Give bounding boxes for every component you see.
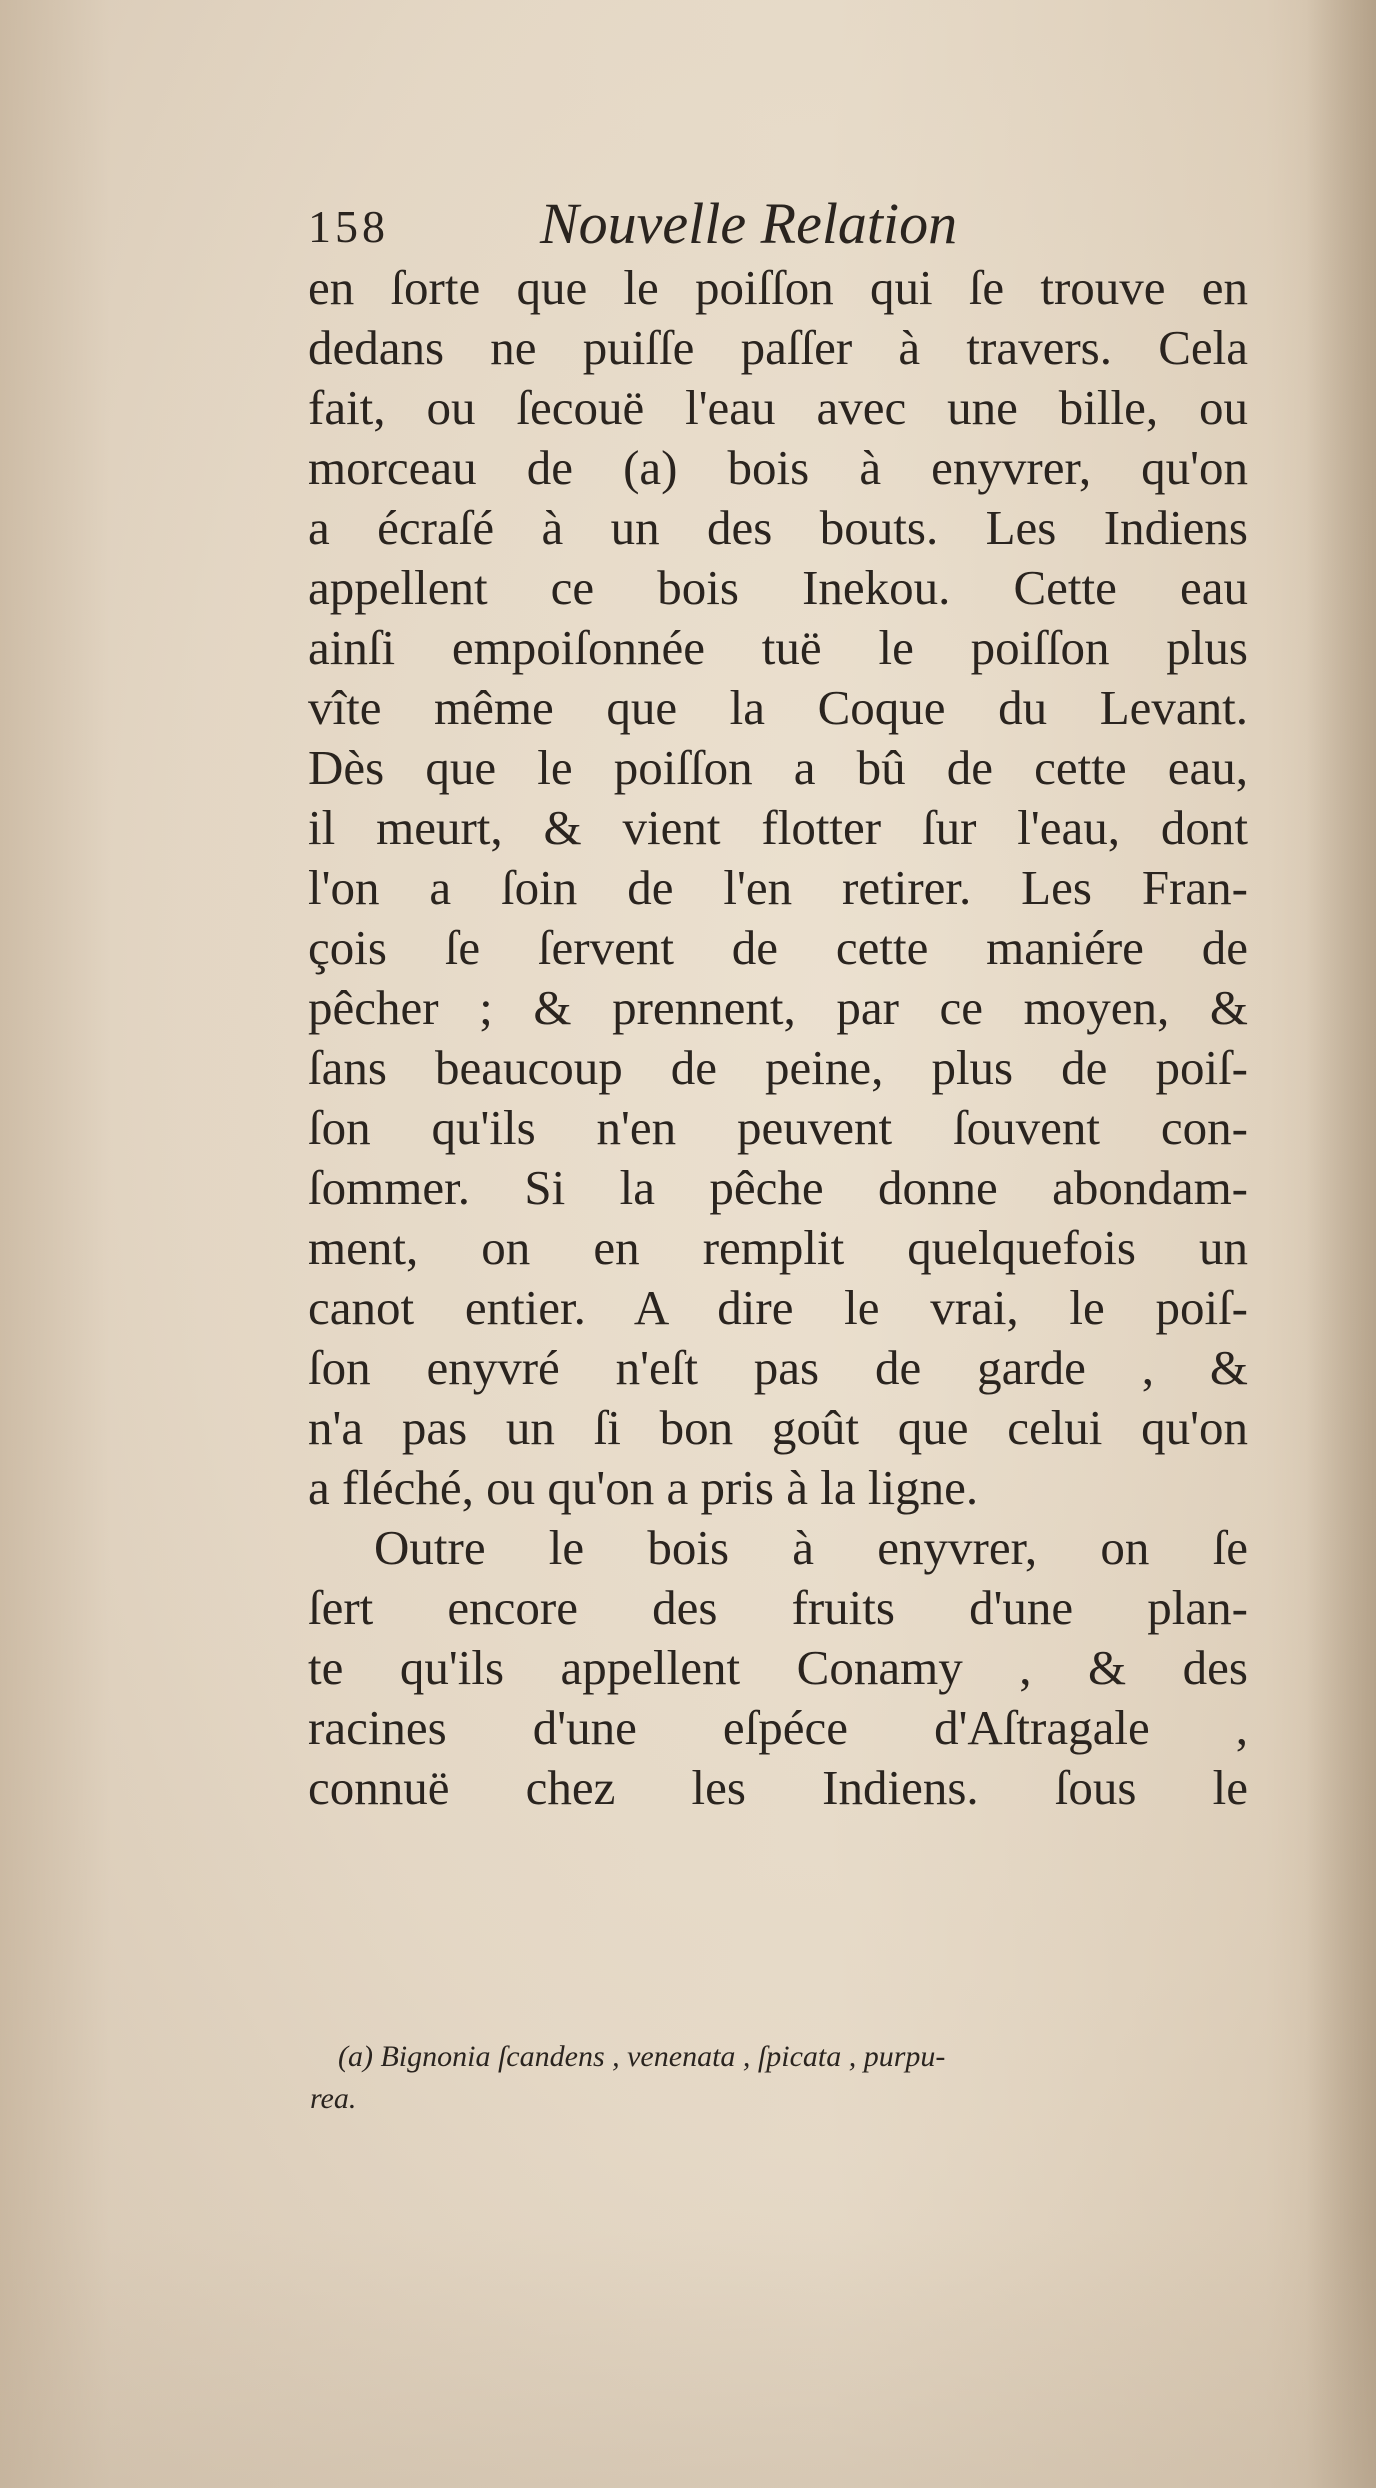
footnote-line: rea. xyxy=(310,2082,357,2115)
text-line: ainſi empoiſonnée tuë le poiſſon plus xyxy=(308,620,1248,675)
footnote xyxy=(310,2036,1238,2120)
text-line: Dès que le poiſſon a bû de cette eau, xyxy=(308,740,1248,795)
body-text xyxy=(308,258,1248,1988)
running-title: Nouvelle Relation xyxy=(540,191,958,256)
text-line: ſommer. Si la pêche donne abondam- xyxy=(308,1160,1248,1215)
text-line: morceau de (a) bois à enyvrer, qu'on xyxy=(308,440,1248,495)
text-line: a fléché, ou qu'on a pris à la ligne. xyxy=(308,1460,979,1515)
footnote-line: (a) Bignonia ſcandens , venenata , ſpicata , purpu- xyxy=(338,2040,946,2073)
text-line: l'on a ſoin de l'en retirer. Les Fran- xyxy=(308,860,1248,915)
text-line: vîte même que la Coque du Levant. xyxy=(308,680,1248,735)
text-line: connuë chez les Indiens. ſous le xyxy=(308,1760,1248,1815)
text-line: ſans beaucoup de peine, plus de poiſ- xyxy=(308,1040,1248,1095)
page-edge-shadow xyxy=(1306,0,1376,2488)
text-line: ment, on en remplit quelquefois un xyxy=(308,1220,1248,1275)
text-line: racines d'une eſpéce d'Aſtragale , xyxy=(308,1700,1248,1755)
text-line: ſon enyvré n'eſt pas de garde , & xyxy=(308,1340,1248,1395)
text-line: çois ſe ſervent de cette maniére de xyxy=(308,920,1248,975)
text-line: appellent ce bois Inekou. Cette eau xyxy=(308,560,1248,615)
text-line: il meurt, & vient flotter ſur l'eau, dont xyxy=(308,800,1248,855)
text-line: a écraſé à un des bouts. Les Indiens xyxy=(308,500,1248,555)
text-line: canot entier. A dire le vrai, le poiſ- xyxy=(308,1280,1248,1335)
text-line: te qu'ils appellent Conamy , & des xyxy=(308,1640,1248,1695)
text-line: en ſorte que le poiſſon qui ſe trouve en xyxy=(308,260,1248,315)
text-line: n'a pas un ſi bon goût que celui qu'on xyxy=(308,1400,1248,1455)
text-line: dedans ne puiſſe paſſer à travers. Cela xyxy=(308,320,1248,375)
text-line: ſon qu'ils n'en peuvent ſouvent con- xyxy=(308,1100,1248,1155)
text-line: fait, ou ſecouë l'eau avec une bille, ou xyxy=(308,380,1248,435)
paragraph-start-line: Outre le bois à enyvrer, on ſe xyxy=(374,1520,1248,1575)
text-line: ſert encore des fruits d'une plan- xyxy=(308,1580,1248,1635)
page-bottom-shade xyxy=(0,2228,1376,2488)
text-line: pêcher ; & prennent, par ce moyen, & xyxy=(308,980,1248,1035)
page-header xyxy=(308,190,1068,260)
page-number: 158 xyxy=(308,201,389,252)
